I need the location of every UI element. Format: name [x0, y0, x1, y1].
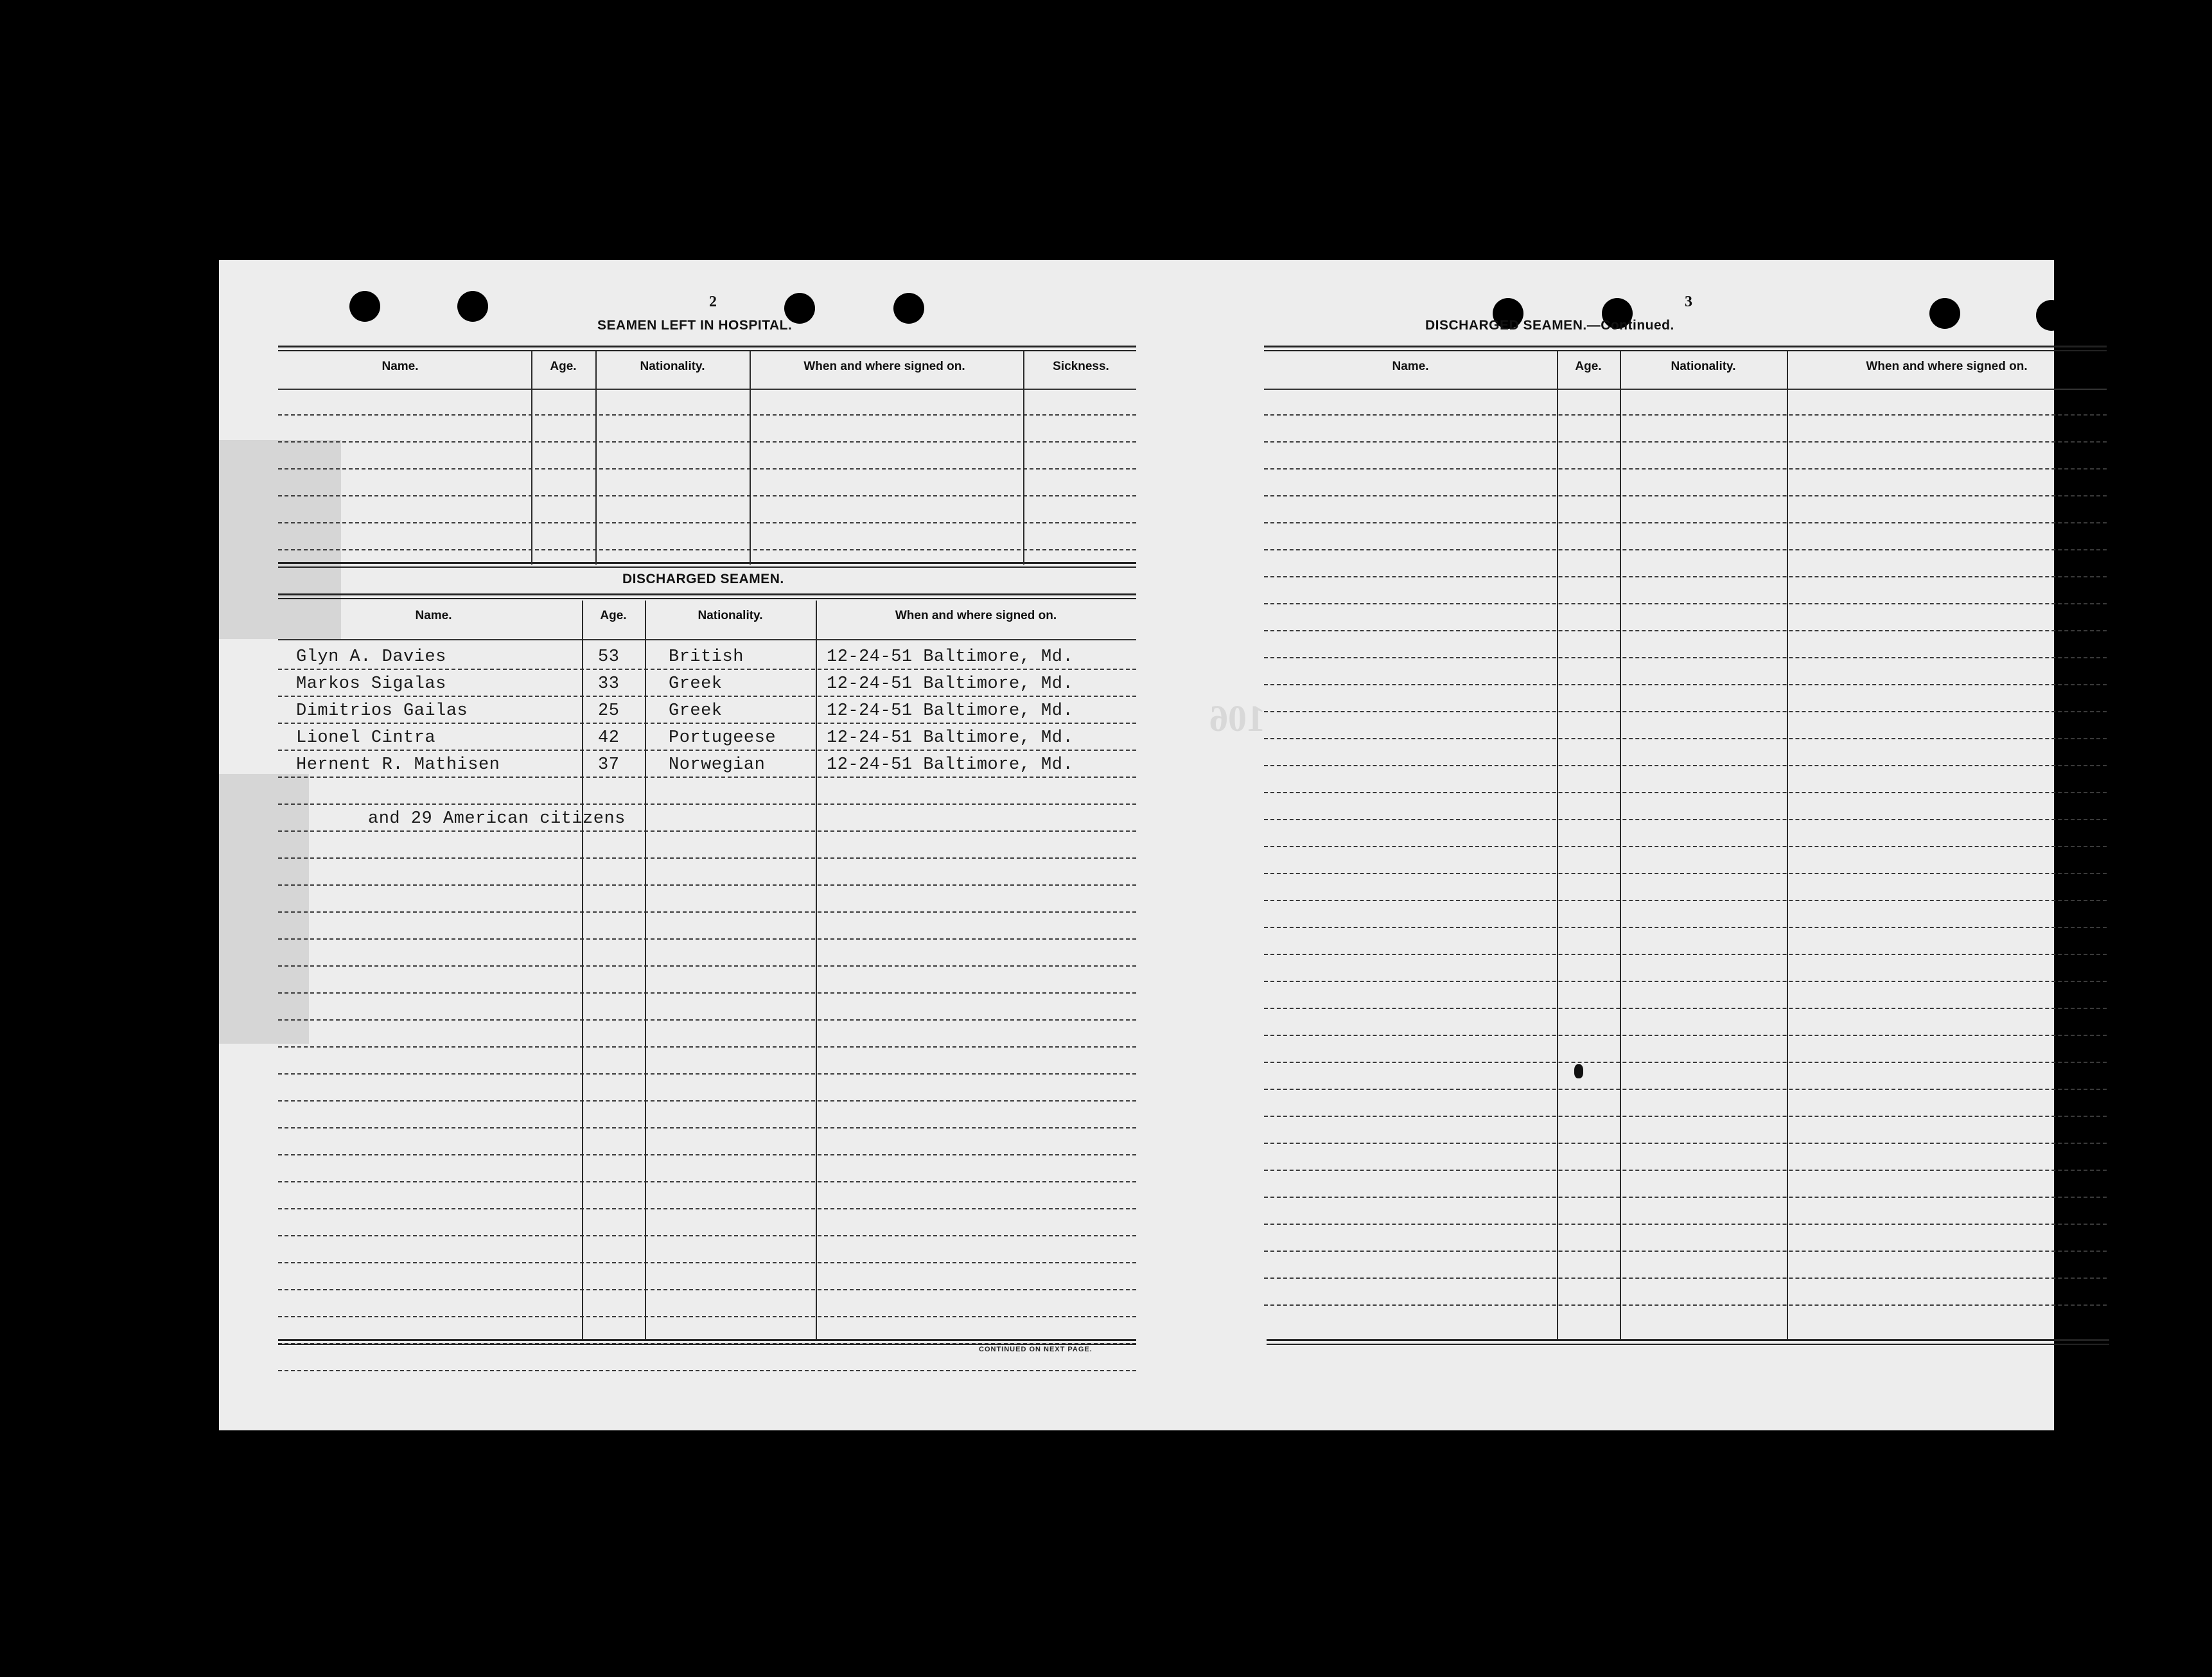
row-line — [1264, 657, 2107, 658]
row-line — [278, 911, 1136, 913]
hospital-bottom-rule — [278, 562, 1136, 568]
row-line — [1264, 738, 2107, 739]
discharged-col-signed-on: When and where signed on. — [895, 609, 1057, 622]
seaman-age: 33 — [598, 674, 620, 694]
row-line — [1264, 981, 2107, 982]
document-sheet — [219, 260, 2054, 1430]
seaman-name: Lionel Cintra — [296, 728, 436, 748]
seaman-signed-on: 12-24-51 Baltimore, Md. — [827, 647, 1074, 667]
row-line — [278, 1127, 1136, 1128]
seaman-name: Dimitrios Gailas — [296, 701, 468, 721]
seaman-name: Hernent R. Mathisen — [296, 755, 500, 775]
column-divider — [595, 350, 597, 565]
ink-mark — [1574, 1064, 1583, 1078]
row-line — [1264, 846, 2107, 847]
seaman-age: 42 — [598, 728, 620, 748]
hospital-col-nationality: Nationality. — [640, 360, 705, 373]
row-line — [1264, 765, 2107, 766]
scan-smudge — [219, 774, 309, 1044]
punch-hole — [457, 291, 488, 322]
row-line — [1264, 468, 2107, 470]
seaman-name: Glyn A. Davies — [296, 647, 446, 667]
row-line — [278, 1181, 1136, 1182]
seaman-signed-on: 12-24-51 Baltimore, Md. — [827, 701, 1074, 721]
row-line — [278, 495, 1136, 496]
right-col-nationality: Nationality. — [1671, 360, 1736, 373]
row-line — [1264, 711, 2107, 712]
seaman-nationality: Portugeese — [669, 728, 777, 748]
row-line — [278, 441, 1136, 443]
row-line — [1264, 954, 2107, 955]
row-line — [1264, 1143, 2107, 1144]
row-line — [278, 1046, 1136, 1048]
column-divider — [750, 350, 751, 565]
discharged-col-nationality: Nationality. — [698, 609, 763, 622]
row-line — [1264, 441, 2107, 443]
discharged-top-rule — [278, 593, 1136, 599]
row-line — [278, 992, 1136, 994]
row-line — [278, 468, 1136, 470]
row-line — [278, 669, 1136, 670]
seaman-nationality: Greek — [669, 674, 723, 694]
right-bottom-rule — [1267, 1339, 2109, 1345]
row-line — [1264, 900, 2107, 901]
seaman-signed-on: 12-24-51 Baltimore, Md. — [827, 755, 1074, 775]
row-line — [278, 549, 1136, 550]
hospital-col-signed-on: When and where signed on. — [803, 360, 965, 373]
column-divider — [816, 601, 817, 1339]
discharged-col-age: Age. — [600, 609, 627, 622]
row-line — [1264, 576, 2107, 577]
row-line — [278, 803, 1136, 805]
row-line — [1264, 603, 2107, 604]
row-line — [1264, 1035, 2107, 1036]
row-line — [1264, 684, 2107, 685]
row-line — [278, 857, 1136, 859]
row-line — [1264, 1089, 2107, 1090]
seaman-signed-on: 12-24-51 Baltimore, Md. — [827, 674, 1074, 694]
row-line — [278, 1235, 1136, 1236]
right-section-title: DISCHARGED SEAMEN.—Continued. — [1425, 318, 1674, 333]
discharged-col-name: Name. — [415, 609, 452, 622]
page-number-right: 3 — [1685, 294, 1692, 310]
row-line — [1264, 549, 2107, 550]
row-line — [278, 1316, 1136, 1317]
row-line — [278, 884, 1136, 886]
seaman-age: 53 — [598, 647, 620, 667]
column-divider — [1787, 350, 1788, 1339]
column-divider — [1023, 350, 1024, 565]
row-line — [1264, 1062, 2107, 1063]
row-line — [1264, 873, 2107, 874]
discharged-bottom-rule — [278, 1339, 1136, 1345]
seaman-age: 25 — [598, 701, 620, 721]
right-col-age: Age. — [1575, 360, 1602, 373]
row-line — [1264, 522, 2107, 523]
row-line — [278, 1073, 1136, 1075]
row-line — [1264, 414, 2107, 416]
column-divider — [645, 601, 646, 1339]
continued-note: CONTINUED ON NEXT PAGE. — [979, 1346, 1093, 1353]
row-line — [278, 414, 1136, 416]
row-line — [1264, 1170, 2107, 1171]
seaman-nationality: Greek — [669, 701, 723, 721]
hospital-col-name: Name. — [382, 360, 419, 373]
row-line — [1264, 1116, 2107, 1117]
hospital-section-title: SEAMEN LEFT IN HOSPITAL. — [597, 318, 793, 333]
row-line — [278, 1289, 1136, 1290]
row-line — [278, 777, 1136, 778]
row-line — [278, 1100, 1136, 1102]
row-line — [1264, 792, 2107, 793]
seaman-signed-on: 12-24-51 Baltimore, Md. — [827, 728, 1074, 748]
row-line — [278, 723, 1136, 724]
discharged-section-title: DISCHARGED SEAMEN. — [622, 572, 784, 586]
seaman-nationality: Norwegian — [669, 755, 766, 775]
hospital-col-age: Age. — [550, 360, 577, 373]
right-top-rule — [1264, 346, 2107, 351]
row-line — [1264, 1224, 2107, 1225]
right-col-signed-on: When and where signed on. — [1866, 360, 2028, 373]
row-line — [278, 830, 1136, 832]
discharged-header-rule — [278, 639, 1136, 640]
row-line — [1264, 819, 2107, 820]
right-col-name: Name. — [1392, 360, 1429, 373]
seaman-nationality: British — [669, 647, 744, 667]
row-line — [1264, 1008, 2107, 1009]
row-line — [278, 938, 1136, 940]
row-line — [278, 1262, 1136, 1263]
punch-hole — [2036, 300, 2067, 331]
row-line — [1264, 1197, 2107, 1198]
seaman-age: 37 — [598, 755, 620, 775]
row-line — [1264, 1278, 2107, 1279]
hospital-top-rule — [278, 346, 1136, 351]
row-line — [278, 522, 1136, 523]
hospital-header-rule — [278, 389, 1136, 390]
row-line — [1264, 1251, 2107, 1252]
bleed-through-number: 106 — [1209, 698, 1265, 739]
row-line — [278, 1019, 1136, 1021]
row-line — [1264, 927, 2107, 928]
page-number-left: 2 — [709, 294, 717, 310]
punch-hole — [1929, 298, 1960, 329]
hospital-col-sickness: Sickness. — [1053, 360, 1109, 373]
column-divider — [582, 601, 583, 1339]
row-line — [1264, 630, 2107, 631]
punch-hole — [893, 293, 924, 324]
row-line — [278, 750, 1136, 751]
right-header-rule — [1264, 389, 2107, 390]
seaman-name: Markos Sigalas — [296, 674, 446, 694]
row-line — [278, 1154, 1136, 1155]
column-divider — [1557, 350, 1558, 1339]
row-line — [278, 1208, 1136, 1209]
american-citizens-note: and 29 American citizens — [368, 809, 626, 829]
row-line — [1264, 1304, 2107, 1306]
row-line — [278, 965, 1136, 967]
row-line — [278, 1370, 1136, 1371]
punch-hole — [349, 291, 380, 322]
row-line — [278, 696, 1136, 697]
row-line — [1264, 495, 2107, 496]
column-divider — [531, 350, 532, 565]
column-divider — [1620, 350, 1621, 1339]
